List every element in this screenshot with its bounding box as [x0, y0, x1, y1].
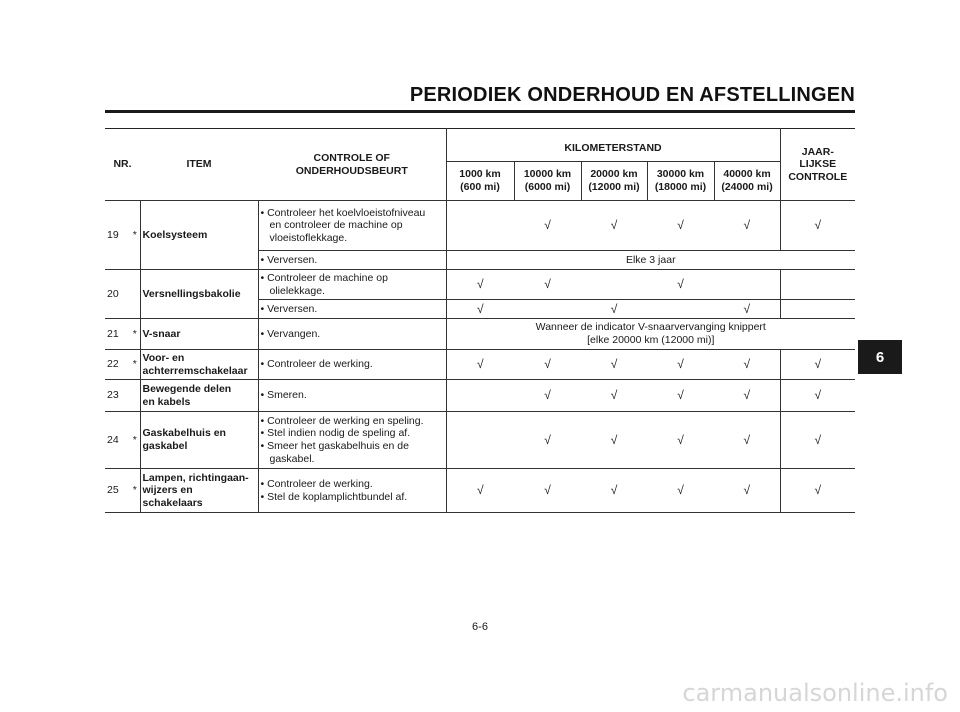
row-star: *	[130, 350, 140, 380]
check-cell: √	[780, 350, 855, 380]
row-number: 21	[105, 319, 130, 350]
row-star: *	[130, 201, 140, 270]
header-km-group: KILOMETERSTAND	[446, 129, 780, 162]
row-item: Lampen, richtingaan- wijzers en schakelaars	[140, 469, 258, 513]
row-star: *	[130, 412, 140, 469]
row-item: Bewegende delen en kabels	[140, 380, 258, 412]
row-star: *	[130, 469, 140, 513]
header-km-20000: 20000 km (12000 mi)	[581, 162, 647, 201]
title-rule	[105, 110, 855, 113]
check-cell: √	[714, 469, 780, 513]
row-control-line: • Controleer de machine op olielekkage.	[260, 271, 388, 297]
row-control	[258, 469, 446, 513]
header-annual-line1: JAAR-	[801, 145, 834, 158]
row-number: 25	[105, 469, 130, 513]
row-number: 19	[105, 201, 130, 270]
table-row-24	[105, 412, 855, 469]
table-row-20a	[105, 270, 855, 300]
header-annual	[780, 129, 855, 201]
row-control-line: • Controleer het koelvloeistofniveau en controleer de machine op vloeistoflekkage.	[260, 206, 426, 244]
check-cell: √	[647, 350, 714, 380]
check-cell: √	[581, 469, 647, 513]
row-item: Voor- en achterremschakelaar	[140, 350, 258, 380]
row-control: • Smeren.	[258, 380, 446, 412]
chapter-tab: 6	[858, 340, 902, 374]
check-cell	[514, 300, 581, 319]
check-cell: √	[714, 201, 780, 251]
row-control-line: • Smeer het gaskabelhuis en de gaskabel.	[260, 440, 409, 465]
row-item: Versnellingsbakolie	[140, 270, 258, 319]
table-row-19a	[105, 201, 855, 251]
check-cell: √	[446, 469, 514, 513]
check-cell	[446, 201, 514, 251]
row-control	[258, 270, 446, 300]
header-control	[258, 129, 446, 201]
row-control-line: • Stel indien nodig de speling af.	[260, 427, 411, 440]
check-cell: √	[581, 350, 647, 380]
check-cell: √	[647, 201, 714, 251]
row-control	[258, 201, 446, 251]
row-star	[130, 270, 140, 319]
row-note-line1: Wanneer de indicator V-snaarvervanging knippert	[535, 321, 766, 334]
check-cell: √	[514, 350, 581, 380]
check-cell: √	[581, 201, 647, 251]
maintenance-schedule-table	[105, 128, 855, 513]
row-item: Gaskabelhuis en gaskabel	[140, 412, 258, 469]
check-cell	[647, 300, 714, 319]
row-number: 20	[105, 270, 130, 319]
row-control-line: • Controleer de werking en speling.	[260, 414, 424, 427]
row-star	[130, 380, 140, 412]
check-cell: √	[647, 412, 714, 469]
page-number: 6-6	[472, 621, 488, 633]
row-control: • Verversen.	[258, 251, 446, 270]
header-row	[105, 129, 855, 162]
check-cell	[780, 270, 855, 300]
row-number: 23	[105, 380, 130, 412]
header-control-line1: CONTROLE OF	[313, 151, 390, 164]
check-cell	[581, 270, 647, 300]
row-control-line: • Controleer de werking.	[260, 477, 373, 490]
table-row-23	[105, 380, 855, 412]
check-cell: √	[446, 350, 514, 380]
check-cell	[714, 270, 780, 300]
check-cell: √	[446, 300, 514, 319]
row-note	[446, 319, 855, 350]
header-nr: NR.	[105, 129, 140, 201]
check-cell: √	[647, 469, 714, 513]
check-cell: √	[514, 412, 581, 469]
row-star: *	[130, 319, 140, 350]
row-item: V-snaar	[140, 319, 258, 350]
row-number: 22	[105, 350, 130, 380]
header-annual-line3: CONTROLE	[788, 170, 848, 183]
check-cell: √	[647, 270, 714, 300]
table-row-21	[105, 319, 855, 350]
header-km-30000: 30000 km (18000 mi)	[647, 162, 714, 201]
header-km-40000: 40000 km (24000 mi)	[714, 162, 780, 201]
check-cell	[780, 300, 855, 319]
check-cell: √	[714, 380, 780, 412]
check-cell: √	[514, 270, 581, 300]
check-cell: √	[780, 469, 855, 513]
row-note-line2: [elke 20000 km (12000 mi)]	[587, 334, 715, 346]
table-row-22	[105, 350, 855, 380]
header-annual-line2: LIJKSE	[799, 158, 837, 171]
check-cell: √	[581, 380, 647, 412]
row-note: Elke 3 jaar	[446, 251, 855, 270]
check-cell: √	[647, 380, 714, 412]
check-cell: √	[446, 270, 514, 300]
check-cell: √	[514, 469, 581, 513]
check-cell: √	[780, 380, 855, 412]
row-item: Koelsysteem	[140, 201, 258, 270]
watermark: carmanualsonline.info	[682, 679, 948, 707]
check-cell: √	[780, 412, 855, 469]
header-km-10000: 10000 km (6000 mi)	[514, 162, 581, 201]
row-control: • Verversen.	[258, 300, 446, 319]
check-cell: √	[714, 412, 780, 469]
row-control: • Vervangen.	[258, 319, 446, 350]
check-cell: √	[514, 201, 581, 251]
row-control-line: • Stel de koplamplichtbundel af.	[260, 490, 408, 503]
check-cell: √	[581, 300, 647, 319]
check-cell: √	[780, 201, 855, 251]
table-row-25	[105, 469, 855, 513]
header-km-1000: 1000 km (600 mi)	[446, 162, 514, 201]
header-item: ITEM	[140, 129, 258, 201]
row-control	[258, 412, 446, 469]
row-number: 24	[105, 412, 130, 469]
row-control: • Controleer de werking.	[258, 350, 446, 380]
check-cell: √	[714, 300, 780, 319]
check-cell	[446, 412, 514, 469]
check-cell	[446, 380, 514, 412]
check-cell: √	[714, 350, 780, 380]
header-control-line2: ONDERHOUDSBEURT	[295, 164, 408, 177]
check-cell: √	[514, 380, 581, 412]
page-title: PERIODIEK ONDERHOUD EN AFSTELLINGEN	[409, 84, 855, 106]
check-cell: √	[581, 412, 647, 469]
